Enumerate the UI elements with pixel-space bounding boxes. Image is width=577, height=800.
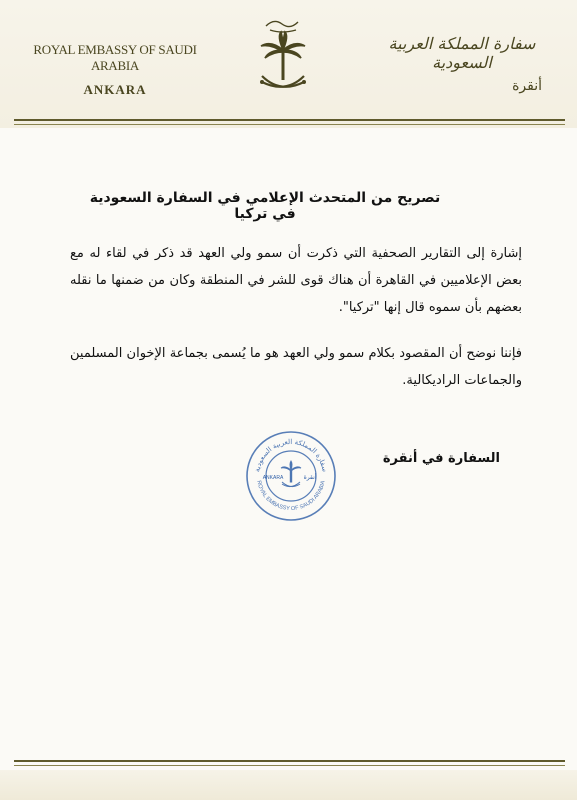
saudi-emblem-icon	[252, 16, 314, 104]
statement-paragraph-1: إشارة إلى التقارير الصحفية التي ذكرت أن سمو ولي العهد قد ذكر في لقاء له مع بعض الإعلاميين في القاهرة أن هناك قوى للشر في المنطقة وكان من ضمنها ما نقله بعضهم بأن سموه قال إنها "تركيا".	[70, 246, 522, 315]
footer-rule	[14, 760, 565, 762]
signature-line: السفارة في أنقرة	[382, 451, 500, 466]
statement-paragraph-2: فإننا نوضح أن المقصود بكلام سمو ولي العهد هو ما يُسمى بجماعة الإخوان المسلمين والجماعات الراديكالية.	[70, 346, 522, 388]
footer-rule-thin	[14, 765, 565, 766]
embassy-name-ar: سفارة المملكة العربية السعودية	[388, 34, 536, 72]
stamp-ankara-label: ANKARA	[262, 475, 284, 481]
letterhead-english	[30, 42, 200, 98]
embassy-stamp-icon	[245, 430, 337, 522]
city-name-en: ANKARA	[83, 82, 147, 97]
statement-title: تصريح من المتحدث الإعلامي في السفارة السعودية في تركيا	[89, 190, 441, 222]
header-rule-thin	[14, 124, 565, 125]
stamp-arabic-ring: سفارة المملكة العربية السعودية	[253, 437, 329, 473]
stamp-english-ring: ROYAL EMBASSY OF SAUDI ARABIA	[255, 480, 327, 513]
footer-band	[0, 770, 577, 800]
svg-text:ROYAL EMBASSY OF SAUDI ARABIA	[255, 480, 326, 512]
embassy-name-en: ROYAL EMBASSY OF SAUDI ARABIA	[33, 42, 197, 73]
city-name-ar: أنقرة	[512, 78, 542, 94]
stamp-ankara-arabic-label: أنقرة	[303, 474, 317, 481]
letterhead-arabic	[372, 34, 552, 94]
header-rule	[14, 119, 565, 121]
